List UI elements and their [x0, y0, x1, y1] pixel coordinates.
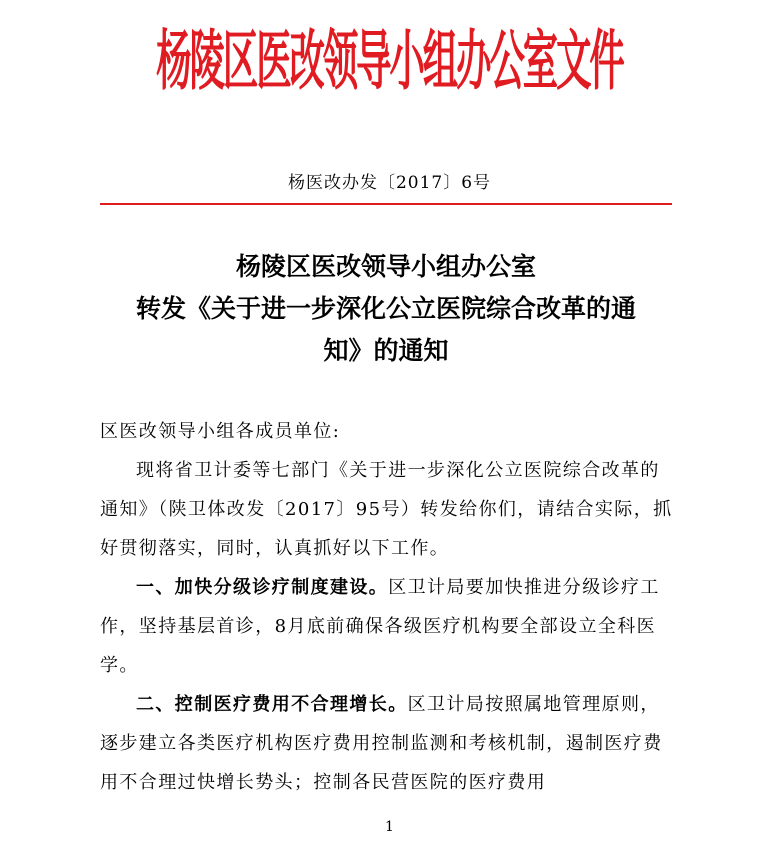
document-number: 杨医改办发〔2017〕6号 [287, 173, 492, 193]
page-number: 1 [385, 819, 394, 835]
item-1-text: 区卫计局要加快推进分级诊疗工作，坚持基层首诊，8月底前确保各级医疗机构要全部设立全科医学。 [100, 577, 660, 676]
item-1-heading: 一、加快分级诊疗制度建设。 [136, 577, 389, 598]
document-title [100, 246, 672, 372]
title-line-1: 杨陵区医改领导小组办公室 [235, 252, 536, 281]
intro-paragraph: 现将省卫计委等七部门《关于进一步深化公立医院综合改革的通知》（陕卫体改发〔2017〕95号）转发给你们，请结合实际，抓好贯彻落实，同时，认真抓好以下工作。 [100, 460, 673, 559]
item-2-paragraph [100, 685, 674, 802]
item-2-text: 区卫计局按照属地管理原则，逐步建立各类医疗机构医疗费用控制监测和考核机制，遏制医疗费用不合理过快增长势头；控制各民营医院的医疗费用 [100, 694, 663, 793]
red-divider-line [100, 203, 672, 205]
item-2-heading: 二、控制医疗费用不合理增长。 [136, 694, 408, 715]
document-body [100, 412, 674, 802]
document-masthead: 杨陵区医改领导小组办公室文件 [156, 22, 623, 99]
title-line-2: 转发《关于进一步深化公立医院综合改革的通 [135, 294, 636, 323]
item-1-paragraph [100, 568, 674, 685]
salutation: 区医改领导小组各成员单位: [100, 421, 341, 442]
title-line-3: 知》的通知 [323, 336, 449, 365]
